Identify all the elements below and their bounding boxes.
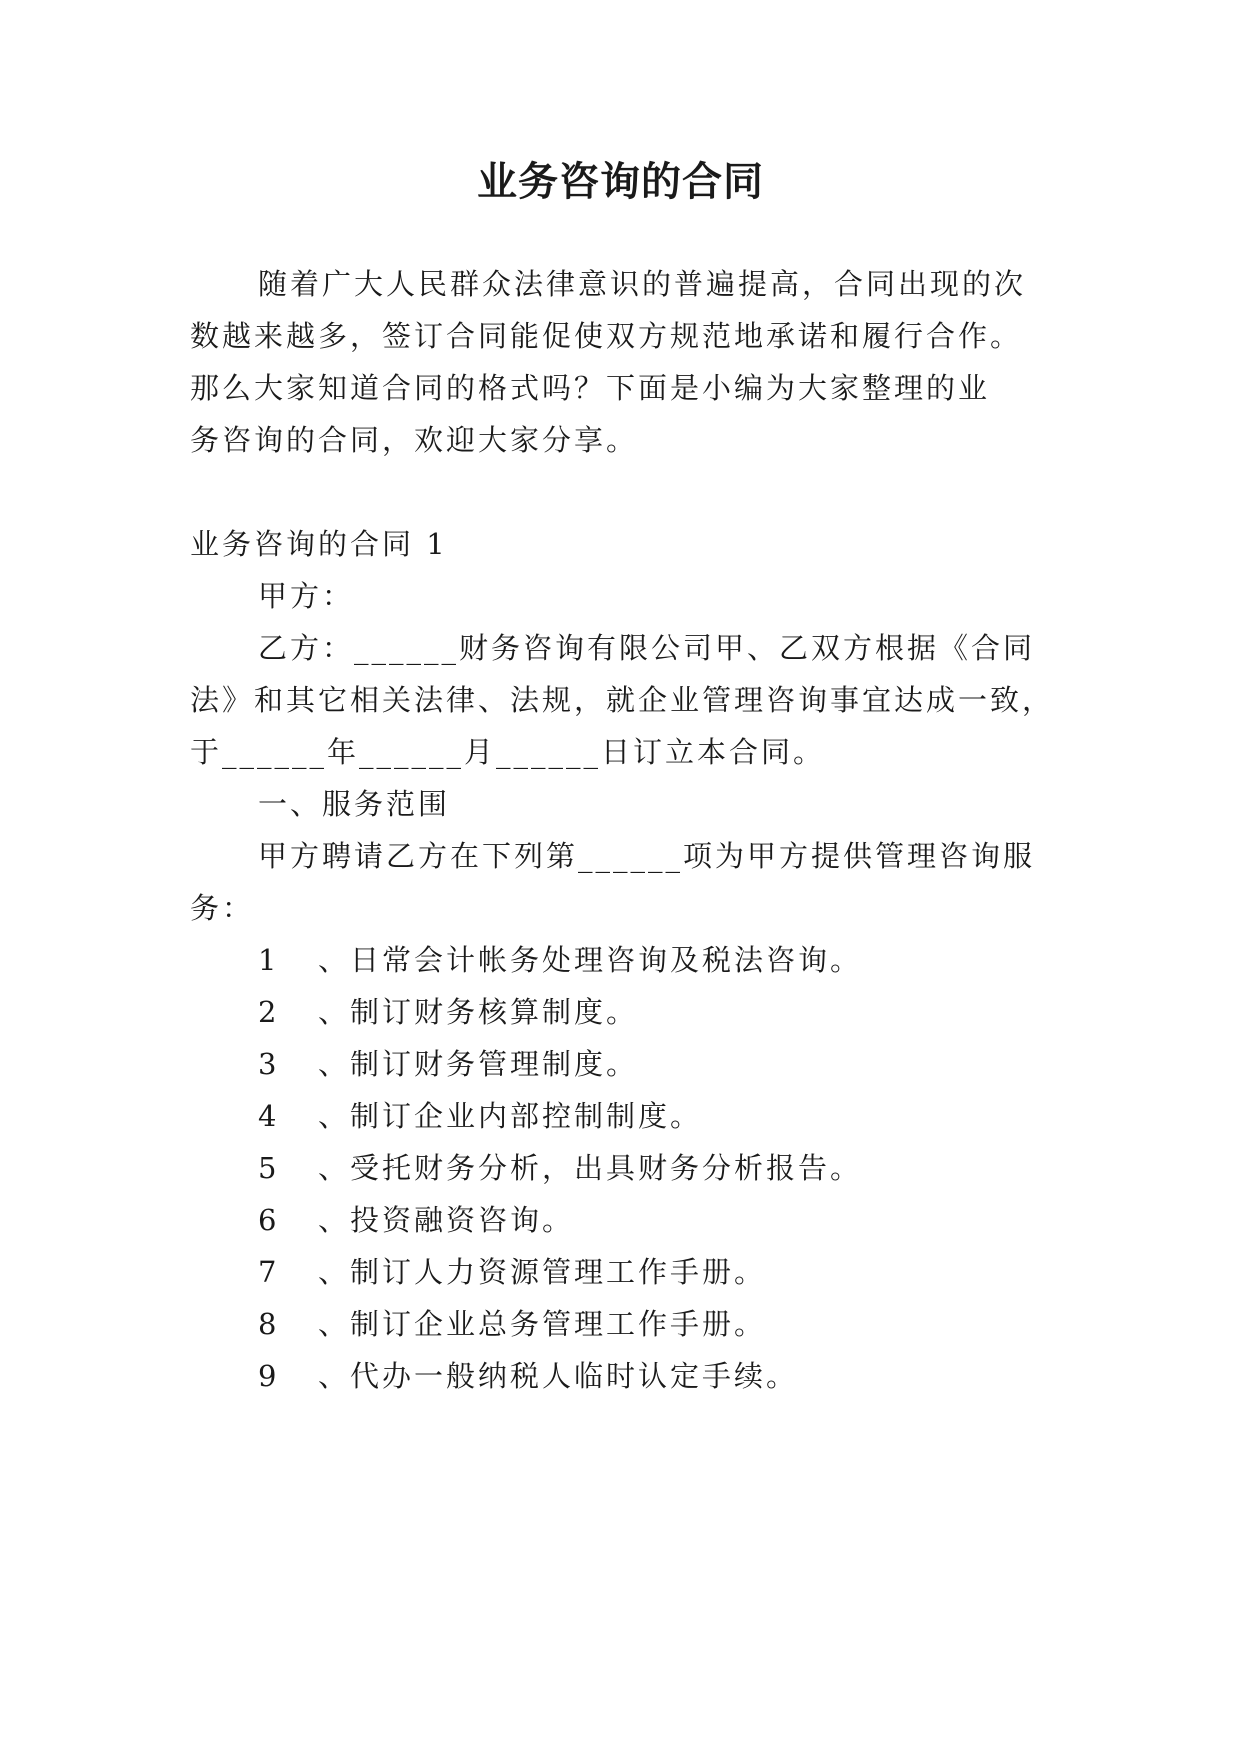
list-item-text: 、制订企业总务管理工作手册。 <box>318 1307 767 1341</box>
party-b-line: 法》和其它相关法律、法规，就企业管理咨询事宜达成一致， <box>190 683 1055 717</box>
list-item <box>258 940 862 980</box>
party-b-line: 乙方：______财务咨询有限公司甲、乙双方根据《合同 <box>258 631 1036 665</box>
section-heading: 业务咨询的合同 1 <box>190 527 448 561</box>
list-item-text: 、代办一般纳税人临时认定手续。 <box>318 1359 799 1393</box>
scope-heading: 一、服务范围 <box>258 787 451 821</box>
list-item <box>258 1356 798 1396</box>
list-item-number: 9 <box>258 1359 280 1393</box>
list-item-number: 1 <box>258 943 280 977</box>
intro-line: 随着广大人民群众法律意识的普遍提高，合同出现的次 <box>258 267 1027 301</box>
list-item-text: 、制订人力资源管理工作手册。 <box>318 1255 767 1289</box>
scope-text-line: 甲方聘请乙方在下列第______项为甲方提供管理咨询服 <box>258 839 1036 873</box>
party-a-label: 甲方： <box>258 579 355 613</box>
list-item <box>258 1044 638 1084</box>
list-item-number: 8 <box>258 1307 280 1341</box>
document-title: 业务咨询的合同 <box>477 158 764 205</box>
list-item <box>258 992 638 1032</box>
list-item-text: 、投资融资咨询。 <box>318 1203 575 1237</box>
list-item <box>258 1304 766 1344</box>
intro-line: 那么大家知道合同的格式吗？下面是小编为大家整理的业 <box>190 371 991 405</box>
list-item-number: 6 <box>258 1203 280 1237</box>
list-item-text: 、制订财务核算制度。 <box>318 995 639 1029</box>
list-item-number: 5 <box>258 1151 280 1185</box>
list-item <box>258 1096 702 1136</box>
list-item-text: 、制订财务管理制度。 <box>318 1047 639 1081</box>
list-item <box>258 1148 862 1188</box>
list-item-number: 4 <box>258 1099 280 1133</box>
list-item <box>258 1200 574 1240</box>
list-item <box>258 1252 766 1292</box>
list-item-text: 、受托财务分析，出具财务分析报告。 <box>318 1151 863 1185</box>
intro-line: 务咨询的合同，欢迎大家分享。 <box>190 423 639 457</box>
list-item-text: 、日常会计帐务处理咨询及税法咨询。 <box>318 943 863 977</box>
party-b-line: 于______年______月______日订立本合同。 <box>190 735 826 769</box>
list-item-number: 2 <box>258 995 280 1029</box>
intro-line: 数越来越多，签订合同能促使双方规范地承诺和履行合作。 <box>190 319 1023 353</box>
list-item-number: 7 <box>258 1255 280 1289</box>
scope-text-line: 务： <box>190 891 255 925</box>
list-item-number: 3 <box>258 1047 280 1081</box>
list-item-text: 、制订企业内部控制制度。 <box>318 1099 703 1133</box>
